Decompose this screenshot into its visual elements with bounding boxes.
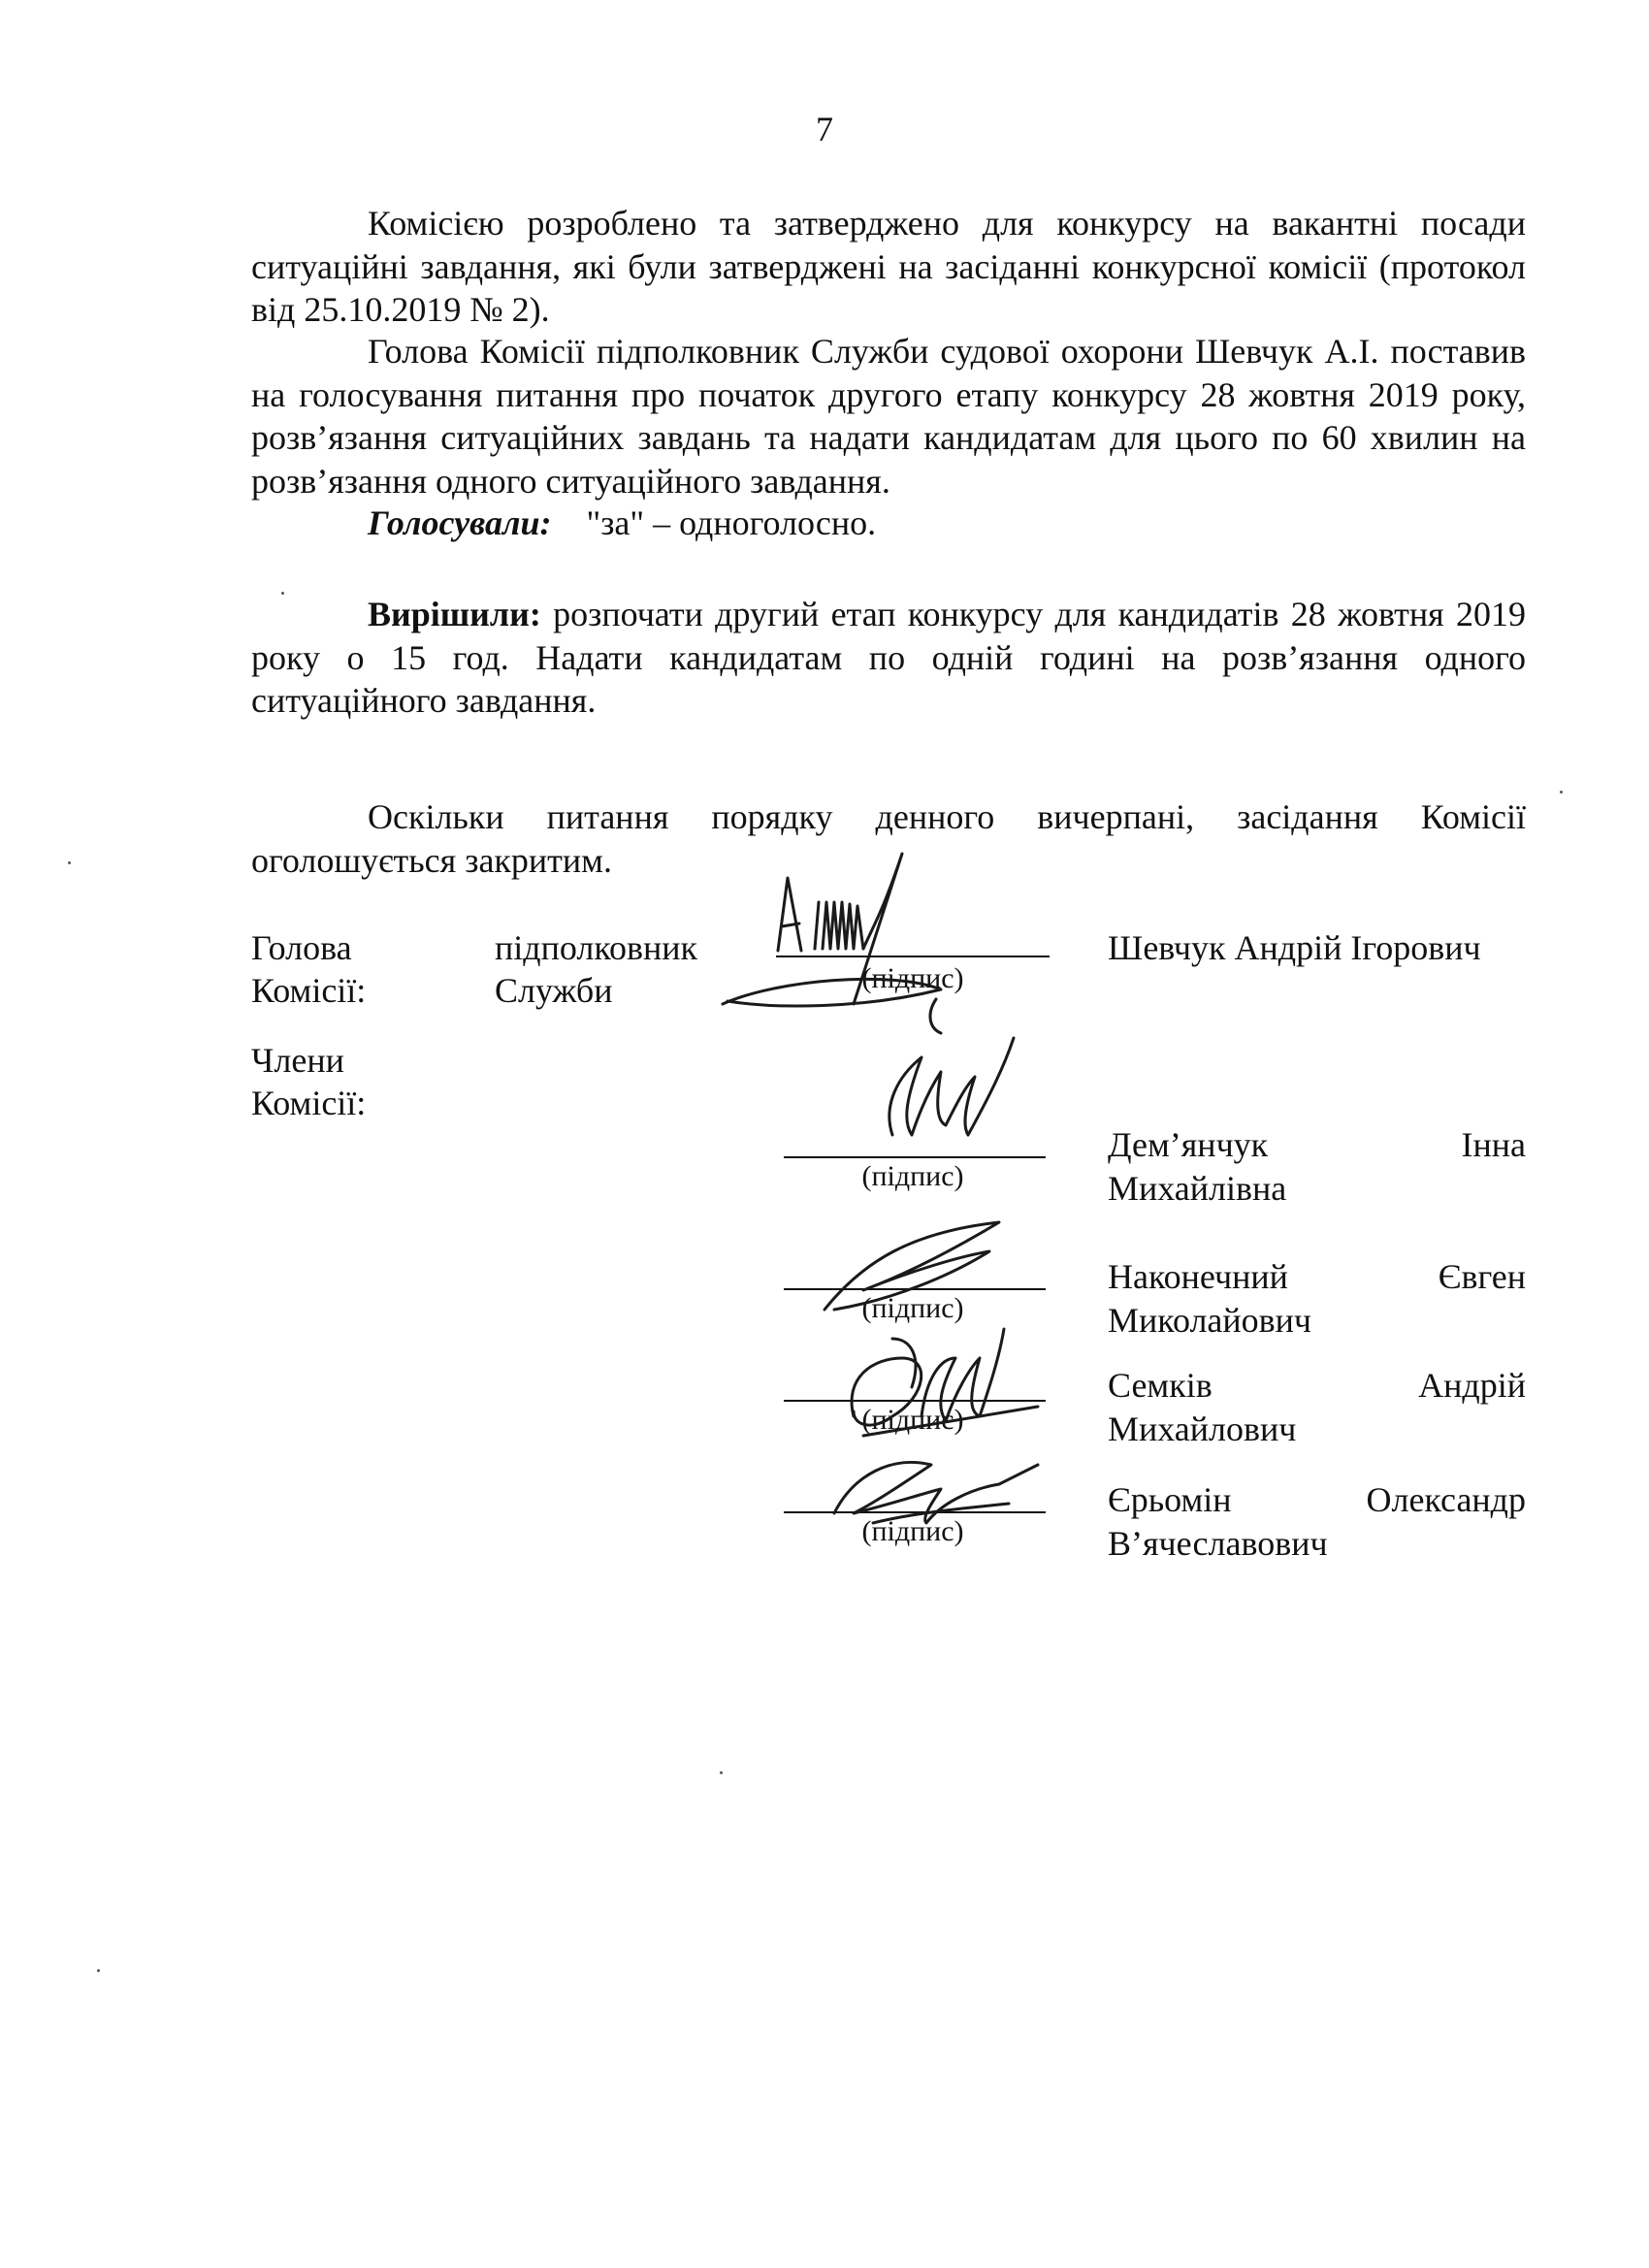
scan-speck — [281, 592, 284, 595]
chair-name: Шевчук Андрій Ігорович — [1108, 928, 1481, 967]
paragraph-vote-question-text: Голова Комісії підполковник Служби судової охорони Шевчук А.І. поставив на голосування питання про початок другого етапу конкурсу 28 жовтня 2019 року, розв’язання ситуаційних завдань та надати кандидатам для цього по 60 хвилин на розв’язання одного ситуаційного завдання. — [251, 332, 1526, 501]
member-2-surname: Наконечний — [1108, 1257, 1288, 1296]
member-3-patronymic: Михайлович — [1108, 1409, 1297, 1448]
member-3-surname: Семків — [1108, 1366, 1212, 1405]
page-number: 7 — [816, 110, 833, 148]
scan-speck — [1560, 791, 1563, 794]
chair-signature — [718, 834, 1038, 1048]
decision-text: розпочати другий етап конкурсу для кандидатів 28 жовтня 2019 року о 15 год. Надати кандидатам по одній годині на розв’язання одного ситуаційного завдання. — [251, 595, 1526, 720]
members-label-line2: Комісії: — [251, 1084, 367, 1122]
member-1-signature-caption: (підпис) — [861, 1160, 964, 1192]
member-1-first-name: Інна — [1461, 1125, 1526, 1164]
members-label-line1: Члени — [251, 1041, 344, 1080]
decision-label: Вирішили: — [368, 595, 541, 633]
member-2-signature-caption: (підпис) — [861, 1292, 964, 1324]
member-3-name — [1108, 1364, 1526, 1451]
vote-label: Голосували: — [368, 503, 552, 542]
scan-speck — [97, 1969, 100, 1972]
chair-rank-line2: Служби — [495, 971, 613, 1010]
decision-paragraph — [251, 593, 1526, 723]
member-2-first-name: Євген — [1438, 1257, 1526, 1296]
member-4-name — [1108, 1478, 1526, 1566]
closing-text: Оскільки питання порядку денного вичерпані, засідання Комісії оголошується закритим. — [251, 797, 1526, 880]
chair-role-line2: Комісії: — [251, 971, 367, 1010]
chair-role-line1: Голова — [251, 928, 352, 967]
member-1-name — [1108, 1123, 1526, 1211]
member-4-signature-caption: (підпис) — [861, 1515, 964, 1547]
member-3-first-name: Андрій — [1418, 1366, 1526, 1405]
chair-signature-caption: (підпис) — [861, 962, 964, 994]
chair-rank-line1: підполковник — [495, 928, 698, 967]
member-2-patronymic: Миколайович — [1108, 1301, 1312, 1340]
member-4-signature — [815, 1436, 1057, 1542]
paragraph-tasks — [251, 202, 1526, 332]
member-1-patronymic: Михайлівна — [1108, 1169, 1287, 1208]
member-2-name — [1108, 1255, 1526, 1343]
scan-speck — [68, 861, 71, 864]
paragraph-vote-question — [251, 330, 1526, 502]
member-4-patronymic: В’ячеславович — [1108, 1524, 1328, 1563]
vote-text: "за" – одноголосно. — [586, 503, 877, 542]
member-1-surname: Дем’янчук — [1108, 1125, 1269, 1164]
member-4-surname: Єрьомін — [1108, 1480, 1232, 1519]
vote-result — [251, 502, 1526, 545]
member-4-first-name: Олександр — [1366, 1480, 1526, 1519]
paragraph-tasks-text: Комісією розроблено та затверджено для конкурсу на вакантні посади ситуаційні завдання, які були затверджені на засіданні конкурсної комісії (протокол від 25.10.2019 № 2). — [251, 204, 1526, 329]
scan-speck — [720, 1771, 723, 1774]
member-3-signature-caption: (підпис) — [861, 1404, 964, 1436]
member-1-signature — [854, 1028, 1028, 1154]
member-1-signature-line — [784, 1156, 1046, 1158]
